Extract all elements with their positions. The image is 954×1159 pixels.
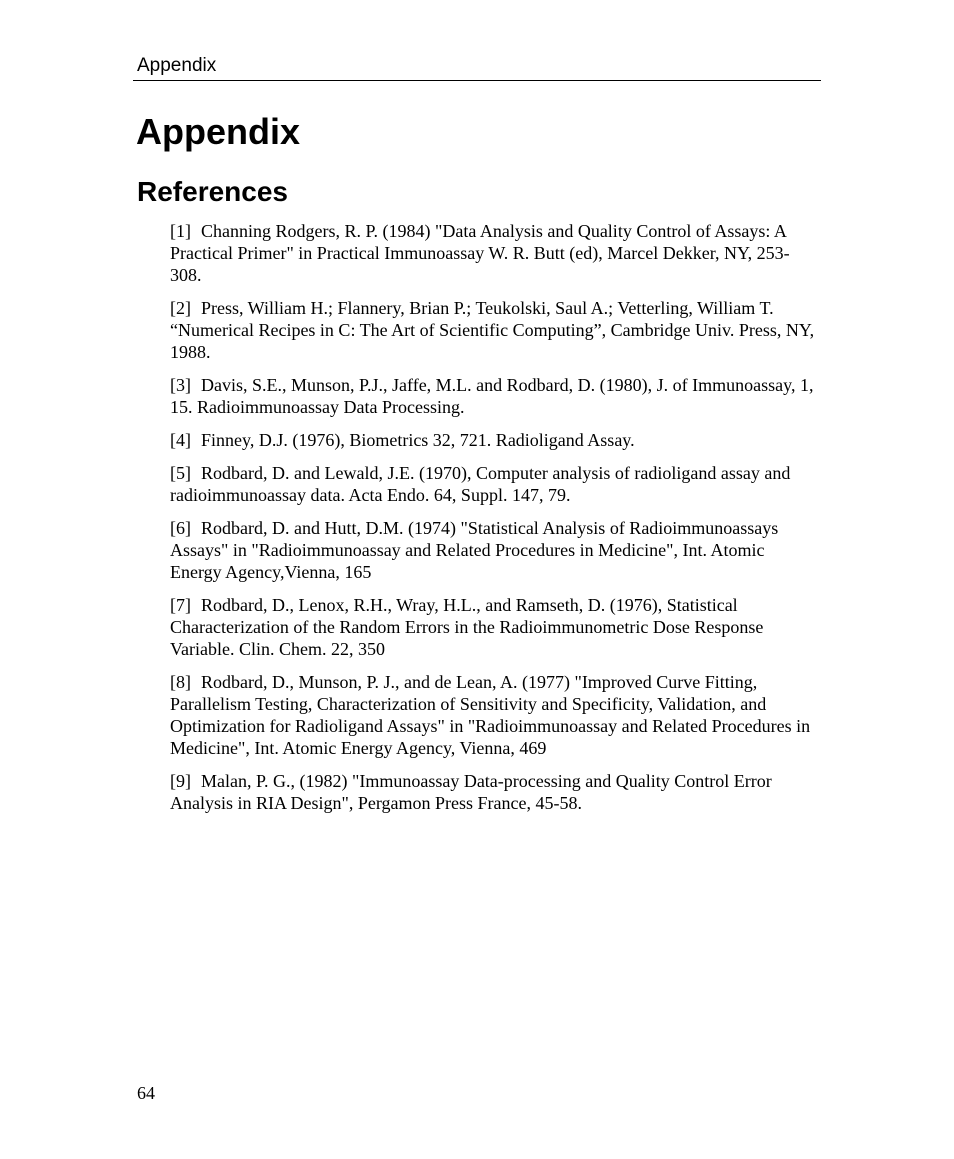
reference-number: [3] — [170, 375, 191, 395]
page-number: 64 — [137, 1083, 155, 1103]
reference-number: [9] — [170, 771, 191, 791]
reference-text: Rodbard, D. and Hutt, D.M. (1974) "Statistical Analysis of Radioimmunoassays Assays" in "Radioimmunoassay and Related Procedures in Medicine", Int. Atomic Energy Agency,Vienna, 165 — [170, 518, 779, 582]
reference-item — [170, 374, 818, 418]
reference-item — [170, 770, 818, 814]
reference-number: [5] — [170, 463, 191, 483]
reference-item — [170, 429, 818, 451]
reference-number: [1] — [170, 221, 191, 241]
running-header: Appendix — [137, 55, 217, 76]
reference-number: [4] — [170, 430, 191, 450]
reference-number: [8] — [170, 672, 191, 692]
reference-number: [7] — [170, 595, 191, 615]
reference-text: Davis, S.E., Munson, P.J., Jaffe, M.L. and Rodbard, D. (1980), J. of Immunoassay, 1, 15. Radioimmunoassay Data Processing. — [170, 375, 814, 417]
reference-text: Finney, D.J. (1976), Biometrics 32, 721. Radioligand Assay. — [201, 430, 635, 450]
header-rule — [133, 80, 821, 81]
reference-number: [6] — [170, 518, 191, 538]
reference-item — [170, 462, 818, 506]
reference-text: Malan, P. G., (1982) "Immunoassay Data-processing and Quality Control Error Analysis in RIA Design", Pergamon Press France, 45-58. — [170, 771, 772, 813]
page-title: Appendix — [136, 111, 301, 152]
reference-item — [170, 297, 818, 363]
reference-item — [170, 594, 818, 660]
reference-text: Channing Rodgers, R. P. (1984) "Data Analysis and Quality Control of Assays: A Practical Primer" in Practical Immunoassay W. R. Butt (ed), Marcel Dekker, NY, 253-308. — [170, 221, 790, 285]
reference-item — [170, 517, 818, 583]
reference-item — [170, 220, 818, 286]
reference-list — [170, 220, 818, 825]
reference-number: [2] — [170, 298, 191, 318]
reference-item — [170, 671, 818, 759]
reference-text: Rodbard, D., Lenox, R.H., Wray, H.L., and Ramseth, D. (1976), Statistical Characterization of the Random Errors in the Radioimmunometric Dose Response Variable. Clin. Chem. 22, 350 — [170, 595, 764, 659]
reference-text: Press, William H.; Flannery, Brian P.; Teukolski, Saul A.; Vetterling, William T. “Numerical Recipes in C: The Art of Scientific Computing”, Cambridge Univ. Press, NY, 1988. — [170, 298, 815, 362]
section-title-references: References — [137, 176, 288, 207]
reference-text: Rodbard, D., Munson, P. J., and de Lean, A. (1977) "Improved Curve Fitting, Parallelism Testing, Characterization of Sensitivity and Specificity, Validation, and Optimization for Radioligand Assays" in "Radioimmunoassay and Related Procedures in Medicine", Int. Atomic Energy Agency, Vienna, 469 — [170, 672, 811, 758]
reference-text: Rodbard, D. and Lewald, J.E. (1970), Computer analysis of radioligand assay and radioimmunoassay data. Acta Endo. 64, Suppl. 147, 79. — [170, 463, 791, 505]
